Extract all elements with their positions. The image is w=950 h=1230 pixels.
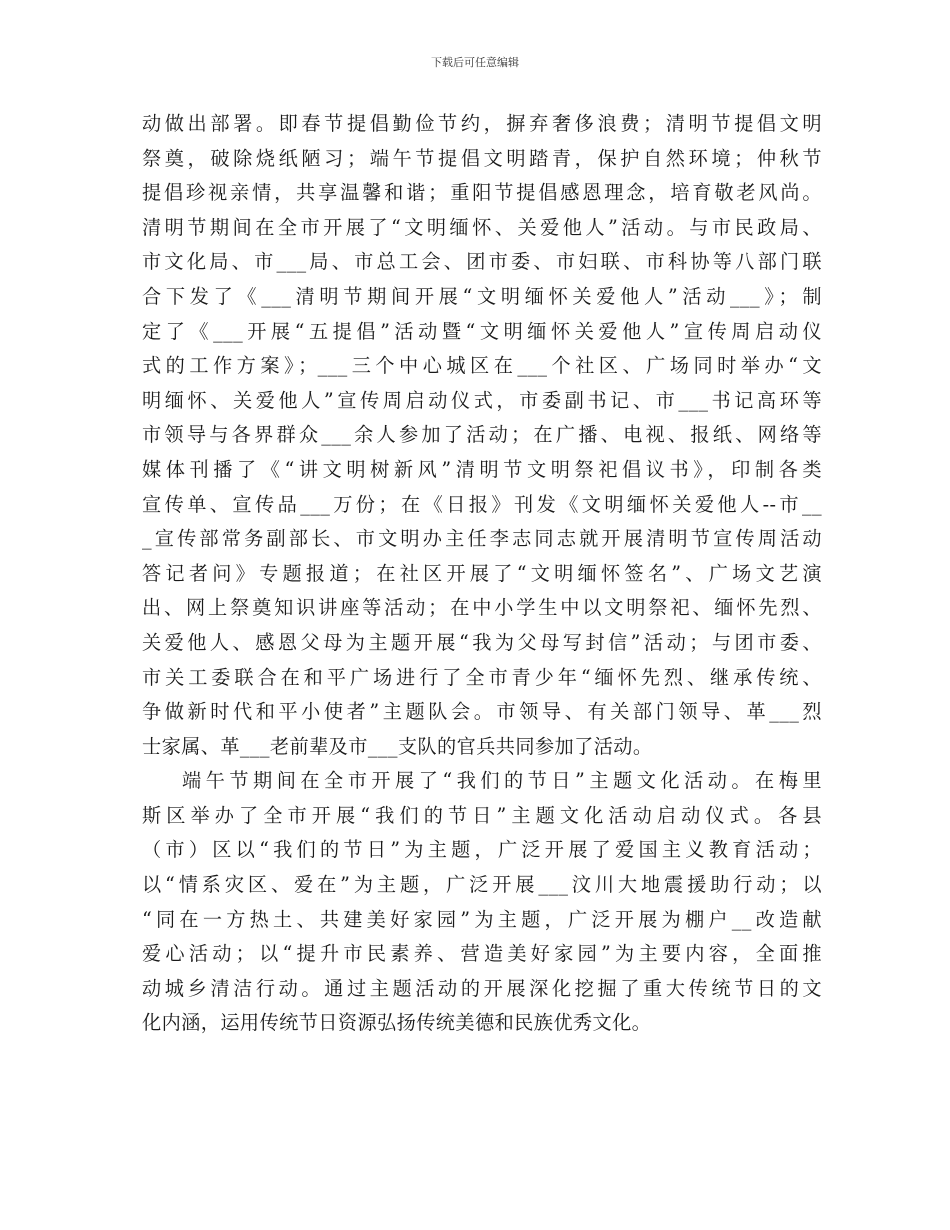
- document-body: [142, 107, 822, 1041]
- page-header: 下载后可任意编辑: [431, 56, 519, 69]
- text-line: 市领导与各界群众___余人参加了活动；在广播、电视、报纸、网络等: [142, 423, 822, 447]
- text-line: 定了《___开展“五提倡”活动暨“文明缅怀关爱他人”宣传周启动仪: [142, 319, 822, 343]
- text-line: 动城乡清洁行动。通过主题活动的开展深化挖掘了重大传统节日的文: [142, 976, 822, 1000]
- text-line: 清明节期间在全市开展了“文明缅怀、关爱他人”活动。与市民政局、: [142, 215, 822, 239]
- text-line: 宣传单、宣传品___万份；在《日报》刊发《文明缅怀关爱他人--市__: [142, 492, 822, 516]
- text-line: 争做新时代和平小使者”主题队会。市领导、有关部门领导、革___烈: [142, 700, 822, 724]
- text-line: 市文化局、市___局、市总工会、团市委、市妇联、市科协等八部门联: [142, 250, 822, 274]
- text-line: “同在一方热土、共建美好家园”为主题，广泛开展为棚户__改造献: [142, 907, 822, 931]
- text-line: 合下发了《___清明节期间开展“文明缅怀关爱他人”活动___》；制: [142, 284, 822, 308]
- text-line: 式的工作方案》；___三个中心城区在___个社区、广场同时举办“文: [142, 354, 822, 378]
- text-line: 化内涵，运用传统节日资源弘扬传统美德和民族优秀文化。: [142, 1011, 652, 1035]
- text-line: 明缅怀、关爱他人”宣传周启动仪式，市委副书记、市___书记高环等: [142, 388, 822, 412]
- text-line: 祭奠，破除烧纸陋习；端午节提倡文明踏青，保护自然环境；仲秋节: [142, 146, 822, 170]
- text-line: 市关工委联合在和平广场进行了全市青少年“缅怀先烈、继承传统、: [142, 665, 822, 689]
- text-line: 端午节期间在全市开展了“我们的节日”主题文化活动。在梅里: [182, 769, 822, 793]
- text-line: 以“情系灾区、爱在”为主题，广泛开展___汶川大地震援助行动；以: [142, 873, 822, 897]
- text-line: （市）区以“我们的节日”为主题，广泛开展了爱国主义教育活动；: [142, 838, 822, 862]
- paragraph: [142, 107, 822, 764]
- text-line: 动做出部署。即春节提倡勤俭节约，摒弃奢侈浪费；清明节提倡文明: [142, 112, 822, 135]
- text-line: 士家属、革___老前辈及市___支队的官兵共同参加了活动。: [142, 734, 653, 758]
- text-line: 提倡珍视亲情，共享温馨和谐；重阳节提倡感恩理念，培育敬老风尚。: [142, 181, 822, 205]
- paragraph: [142, 764, 822, 1041]
- text-line: 出、网上祭奠知识讲座等活动；在中小学生中以文明祭祀、缅怀先烈、: [142, 596, 822, 620]
- text-line: _宣传部常务副部长、市文明办主任李志同志就开展清明节宣传周活动: [142, 527, 822, 551]
- text-line: 媒体刊播了《“讲文明树新风”清明节文明祭祀倡议书》，印制各类: [142, 457, 822, 481]
- text-line: 爱心活动；以“提升市民素养、营造美好家园”为主要内容，全面推: [142, 942, 822, 966]
- text-line: 答记者问》专题报道；在社区开展了“文明缅怀签名”、广场文艺演: [142, 561, 822, 585]
- text-line: 斯区举办了全市开展“我们的节日”主题文化活动启动仪式。各县: [142, 803, 822, 827]
- text-line: 关爱他人、感恩父母为主题开展“我为父母写封信”活动；与团市委、: [142, 630, 822, 654]
